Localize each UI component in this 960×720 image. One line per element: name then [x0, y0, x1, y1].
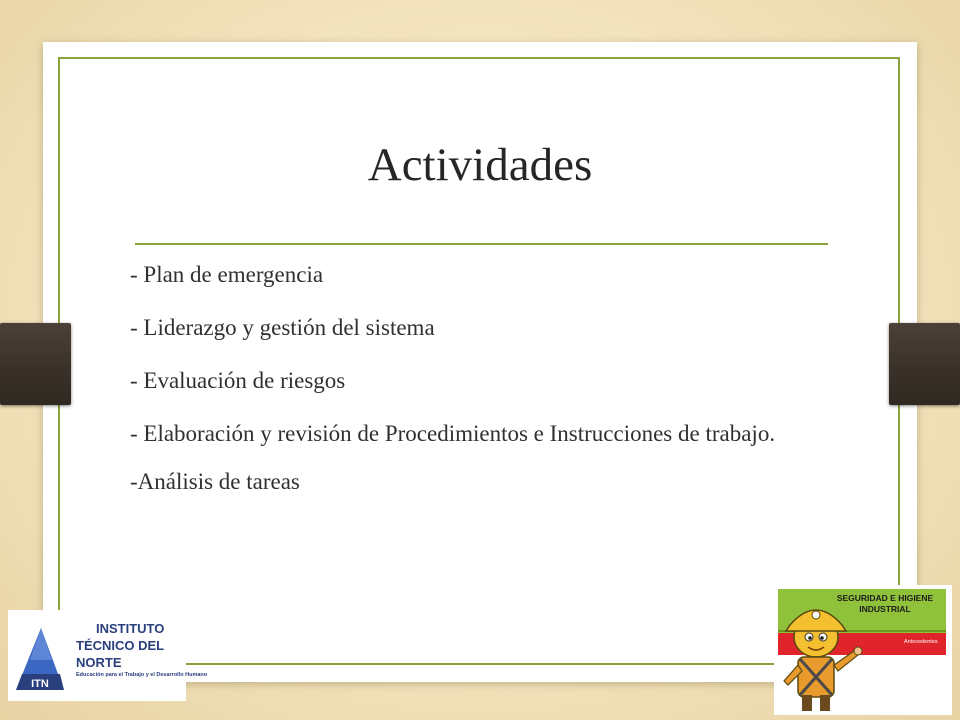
badge-title-line1: SEGURIDAD E HIGIENE: [836, 593, 934, 603]
badge-bar-label: Antecedentes: [904, 639, 938, 645]
binder-clip-left: [0, 323, 71, 405]
activities-list: [130, 258, 890, 518]
list-item: - Elaboración y revisión de Procedimientos e Instrucciones de trabajo.: [130, 421, 776, 446]
list-item: -Análisis de tareas: [130, 469, 300, 494]
list-item: - Plan de emergencia: [130, 262, 324, 287]
title-divider: [135, 243, 828, 245]
binder-clip-right: [889, 323, 960, 405]
list-item: - Evaluación de riesgos: [130, 368, 346, 393]
itn-logo: [8, 610, 208, 701]
badge-title: [824, 593, 946, 615]
logo-name-line1: INSTITUTO: [96, 621, 165, 636]
badge-title-line2: INDUSTRIAL: [859, 604, 911, 614]
list-item: - Liderazgo y gestión del sistema: [130, 315, 435, 340]
logo-name-line2: TÉCNICO DEL NORTE: [76, 638, 164, 670]
slide-title: Actividades: [367, 139, 593, 191]
safety-badge: [774, 585, 952, 715]
logo-text-block: [76, 620, 208, 679]
logo-tagline: Educación para el Trabajo y el Desarrollo Humano: [76, 672, 208, 678]
logo-acronym: ITN: [31, 678, 49, 690]
